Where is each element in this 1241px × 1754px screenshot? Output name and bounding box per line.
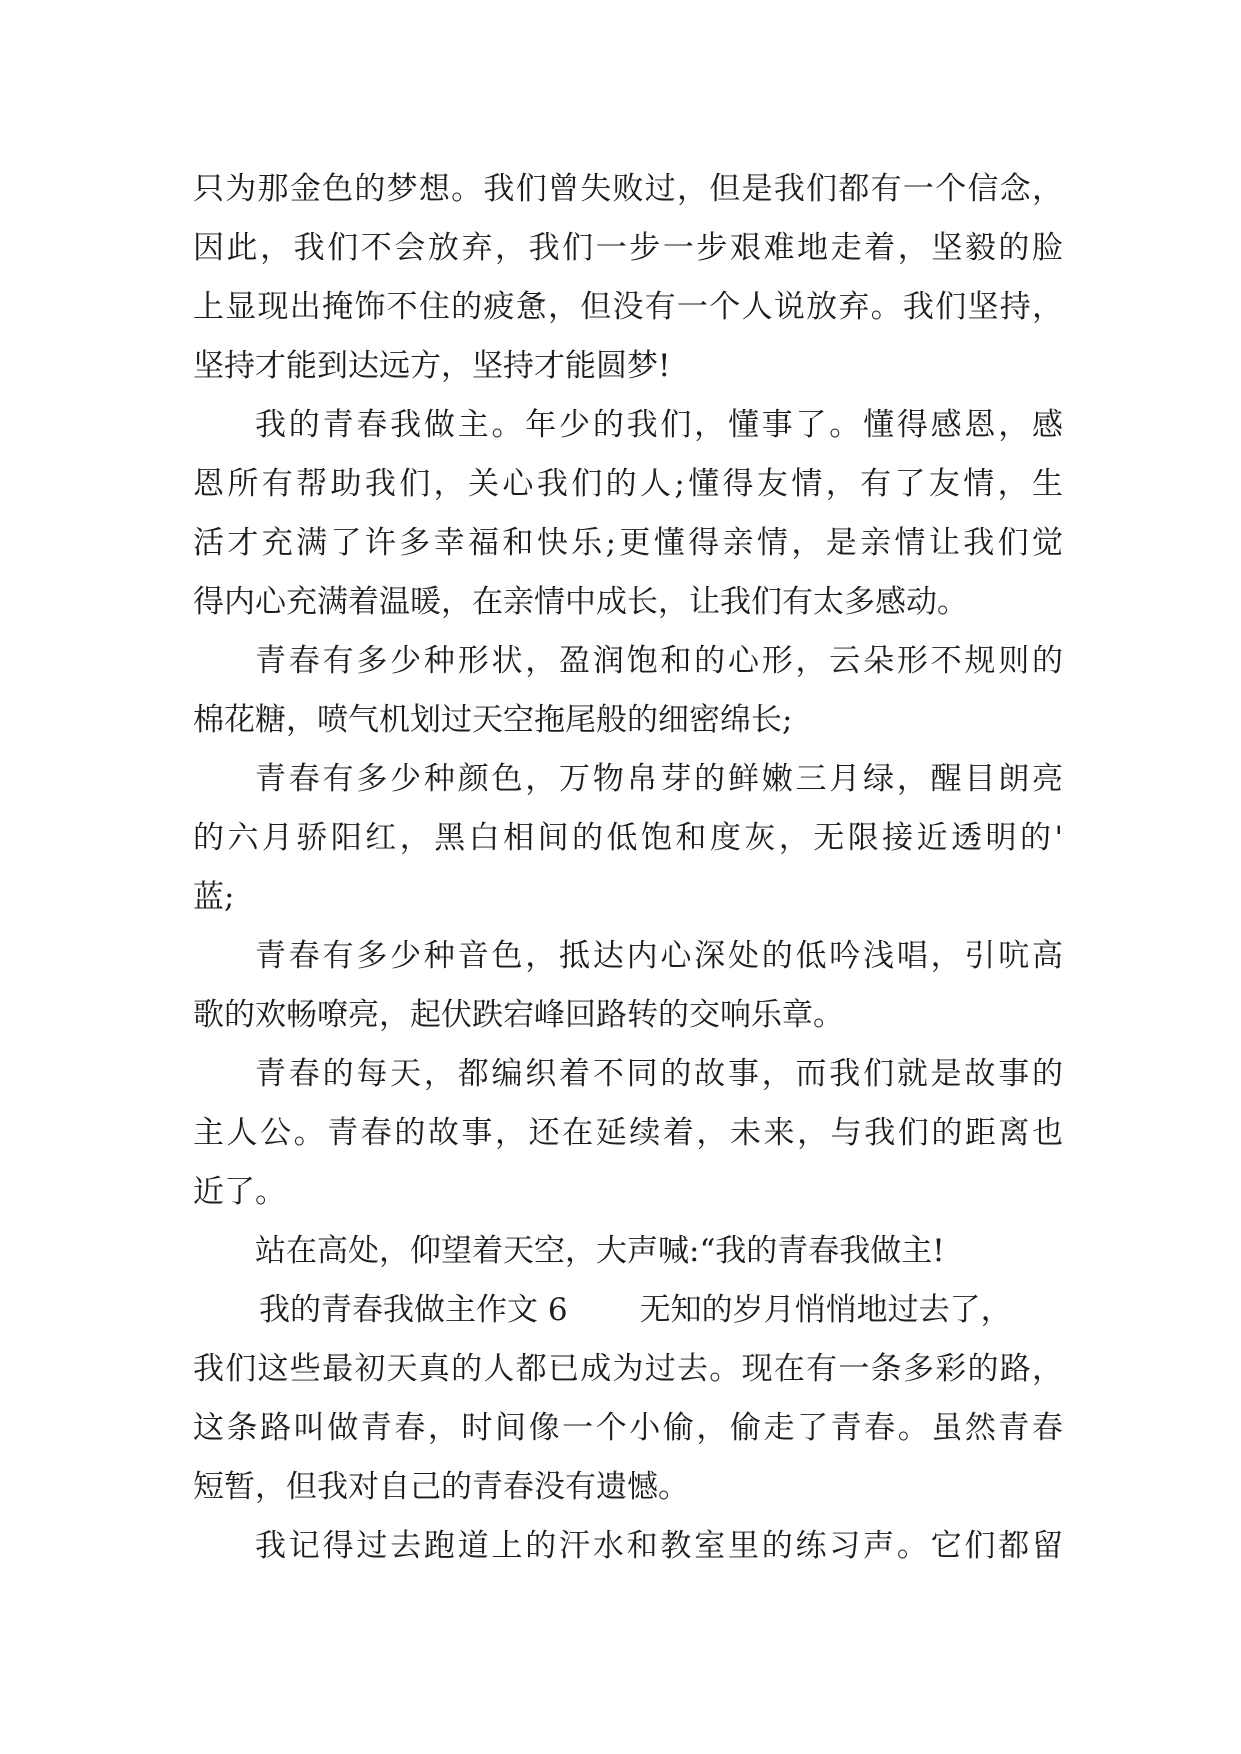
text-line: 活才充满了许多幸福和快乐;更懂得亲情，是亲情让我们觉	[193, 525, 1063, 561]
text-line: 蓝;	[193, 879, 235, 915]
text-line: 棉花糖，喷气机划过天空拖尾般的细密绵长;	[193, 702, 793, 738]
text-line: 因此，我们不会放弃，我们一步一步艰难地走着，坚毅的脸	[193, 230, 1063, 266]
text-line: 上显现出掩饰不住的疲惫，但没有一个人说放弃。我们坚持，	[193, 289, 1063, 325]
text-line: 近了。	[193, 1174, 286, 1210]
paragraph-start-line: 青春有多少种颜色，万物帛芽的鲜嫩三月绿，醒目朗亮	[255, 761, 1063, 797]
paragraph-start-line: 我记得过去跑道上的汗水和教室里的练习声。它们都留	[255, 1528, 1063, 1564]
text-line: 得内心充满着温暖，在亲情中成长，让我们有太多感动。	[193, 584, 968, 620]
document-body	[193, 160, 1063, 1576]
text-line: 的六月骄阳红，黑白相间的低饱和度灰，无限接近透明的'	[193, 820, 1063, 856]
text-line: 坚持才能到达远方，坚持才能圆梦!	[193, 348, 671, 384]
text-line: 恩所有帮助我们，关心我们的人;懂得友情，有了友情，生	[193, 466, 1063, 502]
text-line: 短暂，但我对自己的青春没有遗憾。	[193, 1469, 689, 1505]
text-line: 只为那金色的梦想。我们曾失败过，但是我们都有一个信念，	[193, 171, 1063, 207]
paragraph-start-line: 青春有多少种形状，盈润饱和的心形，云朵形不规则的	[255, 643, 1063, 679]
text-line: 这条路叫做青春，时间像一个小偷，偷走了青春。虽然青春	[193, 1410, 1063, 1446]
essay-first-sentence: 无知的岁月悄悄地过去了，	[639, 1292, 1012, 1328]
paragraph-start-line: 站在高处，仰望着天空，大声喊:“我的青春我做主!	[255, 1233, 945, 1269]
essay-title: 我的青春我做主作文 6	[259, 1292, 568, 1328]
paragraph-start-line: 青春的每天，都编织着不同的故事，而我们就是故事的	[255, 1056, 1063, 1092]
text-line: 歌的欢畅嘹亮，起伏跌宕峰回路转的交响乐章。	[193, 997, 844, 1033]
paragraph-start-line: 我的青春我做主。年少的我们，懂事了。懂得感恩，感	[255, 407, 1063, 443]
essay-heading-line	[193, 1281, 1063, 1340]
text-line: 我们这些最初天真的人都已成为过去。现在有一条多彩的路，	[193, 1351, 1063, 1387]
text-line: 主人公。青春的故事，还在延续着，未来，与我们的距离也	[193, 1115, 1063, 1151]
paragraph-start-line: 青春有多少种音色，抵达内心深处的低吟浅唱，引吭高	[255, 938, 1063, 974]
